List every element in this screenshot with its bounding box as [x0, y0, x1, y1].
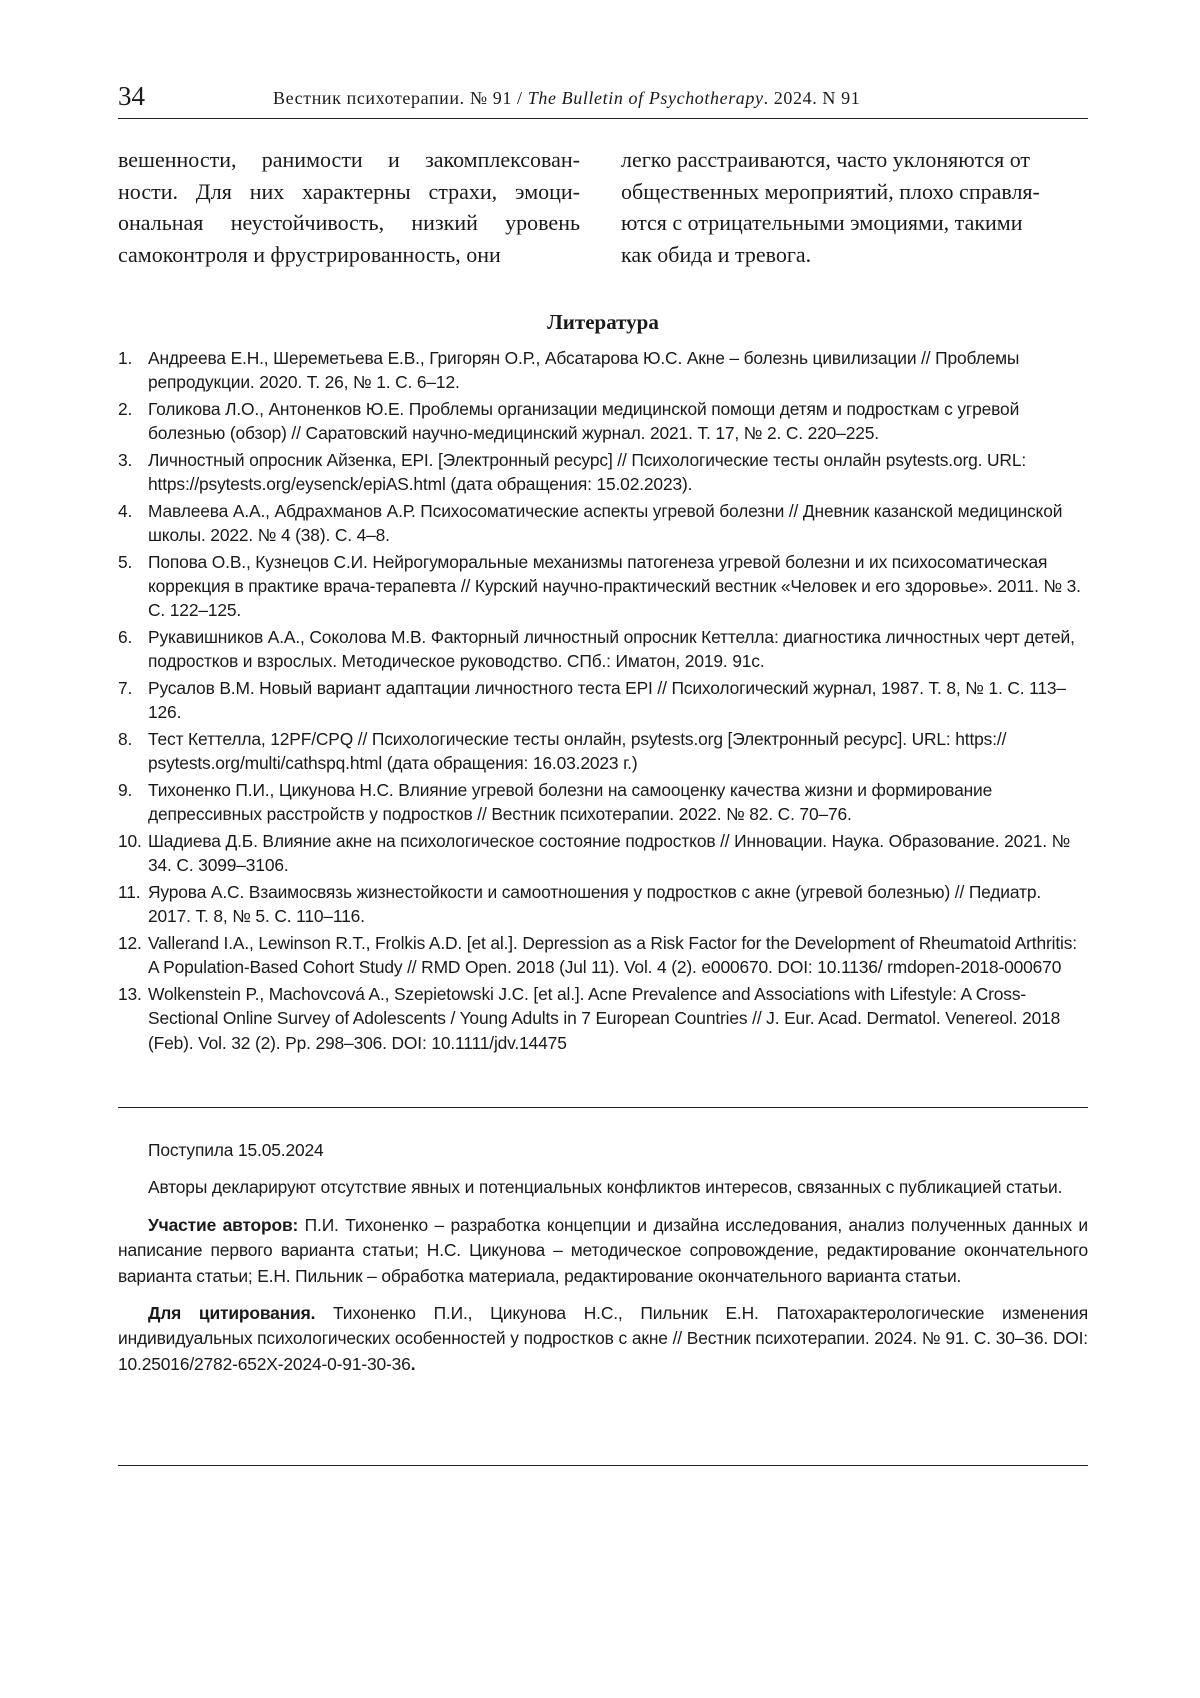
- reference-item: [118, 982, 1088, 1055]
- reference-item: [118, 499, 1088, 547]
- reference-number: 5.: [118, 550, 132, 574]
- reference-text: Личностный опросник Айзенка, EPI. [Электронный ресурс] // Психологические тесты онлайн psytests.org. URL: https://psytests.org/eysenck/epiAS.html (дата обращения: 15.02.2023).: [148, 450, 1026, 494]
- reference-text: Яурова А.С. Взаимосвязь жизнестойкости и самоотношения у подростков с акне (угревой болезнью) // Педиатр. 2017. Т. 8, № 5. С. 110–116.: [148, 882, 1041, 926]
- right-column: [621, 144, 1089, 270]
- received-date: Поступила 15.05.2024: [118, 1138, 1088, 1163]
- reference-number: 11.: [118, 880, 140, 904]
- reference-number: 13.: [118, 982, 142, 1006]
- reference-text: Мавлеева А.А., Абдрахманов А.Р. Психосоматические аспекты угревой болезни // Дневник казанской медицинской школы. 2022. № 4 (38). С. 4–8.: [148, 501, 1062, 545]
- reference-item: [118, 931, 1088, 979]
- page-number: 34: [118, 80, 145, 112]
- citation-label: Для цитирования.: [148, 1303, 315, 1323]
- citation: [118, 1301, 1088, 1377]
- right-line: ются с отрицательными эмоциями, такими: [621, 207, 1089, 239]
- citation-end: .: [411, 1354, 416, 1374]
- reference-text: Шадиева Д.Б. Влияние акне на психологическое состояние подростков // Инновации. Наука. Образование. 2021. № 34. С. 3099–3106.: [148, 831, 1070, 875]
- reference-text: Тихоненко П.И., Цикунова Н.С. Влияние угревой болезни на самооценку качества жизни и формирование депрессивных расстройств у подростков // Вестник психотерапии. 2022. № 82. С. 70–76.: [148, 780, 992, 824]
- left-line: ональная неустойчивость, низкий уровень: [118, 207, 580, 239]
- reference-item: [118, 397, 1088, 445]
- reference-text: Андреева Е.Н., Шереметьева Е.В., Григорян О.Р., Абсатарова Ю.С. Акне – болезнь цивилизации // Проблемы репродукции. 2020. Т. 26, № 1. С. 6–12.: [148, 348, 1019, 392]
- conflict-statement: Авторы декларируют отсутствие явных и потенциальных конфликтов интересов, связанных с публикацией статьи.: [118, 1175, 1088, 1200]
- reference-item: [118, 880, 1088, 928]
- page: [0, 0, 1200, 1698]
- header-divider: [118, 118, 1088, 119]
- reference-item: [118, 829, 1088, 877]
- reference-number: 1.: [118, 346, 132, 370]
- citation-text: Тихоненко П.И., Цикунова Н.С., Пильник Е.Н. Патохарактерологические изменения индивидуальных психологических особенностей у подростков с акне // Вестник психотерапии. 2024. № 91. С. 30–36. DOI: 10.25016/2782-652X-2024-0-91-30-36: [118, 1303, 1088, 1374]
- bottom-divider: [118, 1465, 1088, 1466]
- reference-text: Голикова Л.О., Антоненков Ю.Е. Проблемы организации медицинской помощи детям и подросткам с угревой болезнью (обзор) // Саратовский научно-медицинский журнал. 2021. Т. 17, № 2. С. 220–225.: [148, 399, 1019, 443]
- reference-item: [118, 625, 1088, 673]
- left-column: [118, 144, 580, 270]
- reference-number: 6.: [118, 625, 132, 649]
- reference-item: [118, 727, 1088, 775]
- references-heading: Литература: [118, 308, 1088, 336]
- reference-number: 9.: [118, 778, 132, 802]
- reference-text: Русалов В.М. Новый вариант адаптации личностного теста EPI // Психологический журнал, 1987. Т. 8, № 1. С. 113–126.: [148, 678, 1066, 722]
- reference-number: 3.: [118, 448, 132, 472]
- journal-title-en-rest: . 2024. N 91: [764, 88, 861, 108]
- left-line: вешенности, ранимости и закомплексован-: [118, 144, 580, 176]
- reference-item: [118, 778, 1088, 826]
- contribution-text: П.И. Тихоненко – разработка концепции и дизайна исследования, анализ полученных данных и написание первого варианта статьи; Н.С. Цикунова – методическое сопровождение, редактирование окончательного варианта статьи; Е.Н. Пильник – обработка материала, редактирование окончательного варианта статьи.: [118, 1215, 1088, 1286]
- contribution-label: Участие авторов:: [148, 1215, 298, 1235]
- left-line: самоконтроля и фрустрированность, они: [118, 239, 580, 271]
- reference-text: Тест Кеттелла, 12PF/CPQ // Психологические тесты онлайн, psytests.org [Электронный ресурс]. URL: https:// psytests.org/multi/cathspq.html (дата обращения: 16.03.2023 г.): [148, 729, 1006, 773]
- reference-number: 2.: [118, 397, 132, 421]
- reference-text: Wolkenstein P., Machovcová A., Szepietowski J.C. [et al.]. Acne Prevalence and Associations with Lifestyle: A Cross-Sectional Online Survey of Adolescents / Young Adults in 7 European Countries // J. Eur. Acad. Dermatol. Venereol. 2018 (Feb). Vol. 32 (2). Pp. 298–306. DOI: 10.1111/jdv.14475: [148, 984, 1060, 1052]
- reference-text: Vallerand I.A., Lewinson R.T., Frolkis A.D. [et al.]. Depression as a Risk Factor for the Development of Rheumatoid Arthritis: A Population-Based Cohort Study // RMD Open. 2018 (Jul 11). Vol. 4 (2). e000670. DOI: 10.1136/ rmdopen-2018-000670: [148, 933, 1077, 977]
- reference-item: [118, 550, 1088, 623]
- section-divider: [118, 1107, 1088, 1108]
- reference-item: [118, 676, 1088, 724]
- references-list: [118, 346, 1088, 1057]
- reference-item: [118, 448, 1088, 496]
- reference-number: 7.: [118, 676, 132, 700]
- right-line: как обида и тревога.: [621, 239, 1089, 271]
- running-header: [118, 80, 1088, 120]
- left-line: ности. Для них характерны страхи, эмоци-: [118, 176, 580, 208]
- journal-title: [273, 86, 860, 110]
- article-footer: [118, 1138, 1088, 1389]
- journal-title-ru: Вестник психотерапии. № 91 /: [273, 88, 528, 108]
- journal-title-en: The Bulletin of Psychotherapy: [528, 88, 764, 108]
- reference-item: [118, 346, 1088, 394]
- reference-number: 8.: [118, 727, 132, 751]
- right-line: общественных мероприятий, плохо справля-: [621, 176, 1089, 208]
- reference-number: 10.: [118, 829, 142, 853]
- author-contribution: [118, 1213, 1088, 1289]
- right-line: легко расстраиваются, часто уклоняются от: [621, 144, 1089, 176]
- reference-number: 4.: [118, 499, 132, 523]
- reference-number: 12.: [118, 931, 142, 955]
- reference-text: Попова О.В., Кузнецов С.И. Нейрогуморальные механизмы патогенеза угревой болезни и их психосоматическая коррекция в практике врача-терапевта // Курский научно-практический вестник «Человек и его здоровье». 2011. № 3. С. 122–125.: [148, 552, 1081, 620]
- reference-text: Рукавишников А.А., Соколова М.В. Факторный личностный опросник Кеттелла: диагностика личностных черт детей, подростков и взрослых. Методическое руководство. СПб.: Иматон, 2019. 91с.: [148, 627, 1075, 671]
